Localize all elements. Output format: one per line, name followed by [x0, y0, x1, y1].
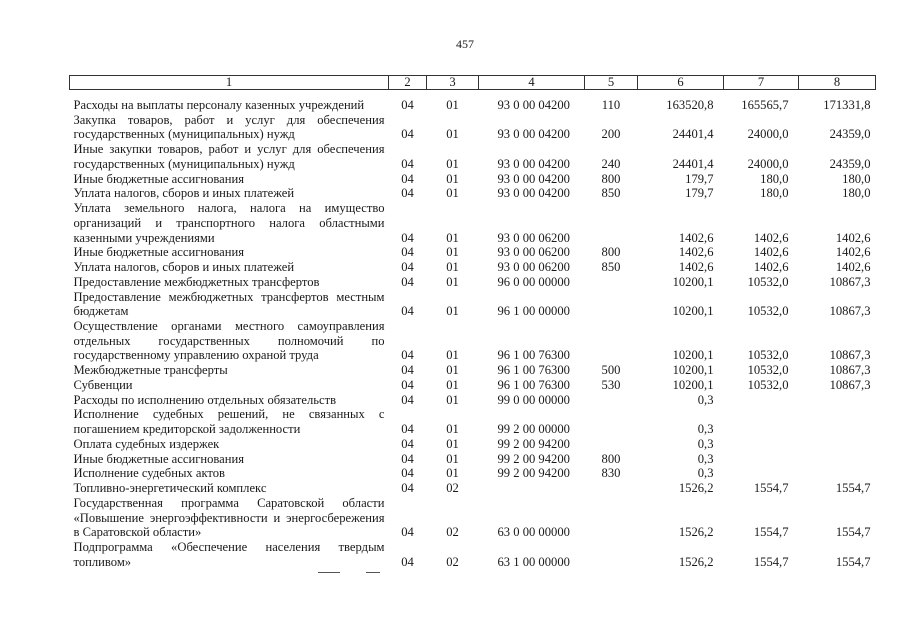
- amount-year-2: 10532,0: [747, 304, 789, 319]
- target-article-code: 96 1 00 00000: [497, 304, 570, 319]
- scan-mark: [318, 572, 340, 573]
- table-row: [70, 452, 876, 467]
- table-row: [70, 90, 876, 113]
- table-row: [70, 378, 876, 393]
- amount-year-3: 24359,0: [829, 156, 871, 171]
- expense-type-code: 800: [601, 171, 621, 186]
- target-article-code: 93 0 00 04200: [497, 171, 570, 186]
- amount-year-2: 10532,0: [747, 363, 789, 378]
- amount-year-3: 171331,8: [823, 98, 871, 112]
- column-header: 3: [427, 76, 479, 90]
- amount-year-3: 180,0: [842, 171, 871, 186]
- amount-year-3: 10867,3: [829, 363, 871, 378]
- row-description: Государственная программа Саратовской области «Повышение энергоэффективности и энергосбережения в Саратовской области»: [73, 495, 385, 540]
- amount-year-2: 10532,0: [747, 348, 789, 363]
- subsection-code: 02: [446, 554, 459, 569]
- amount-year-2: 24000,0: [747, 156, 789, 171]
- expense-type-code: 850: [601, 186, 621, 201]
- section-code: 04: [401, 245, 414, 260]
- target-article-code: 96 0 00 00000: [497, 274, 570, 289]
- table-row: [70, 245, 876, 260]
- target-article-code: 93 0 00 04200: [497, 127, 570, 142]
- row-description: Иные бюджетные ассигнования: [73, 171, 245, 186]
- column-header: 6: [638, 76, 724, 90]
- amount-year-1: 10200,1: [672, 363, 714, 378]
- amount-year-3: 1554,7: [835, 554, 871, 569]
- subsection-code: 01: [446, 422, 459, 437]
- amount-year-1: 1526,2: [678, 481, 714, 496]
- column-header: 5: [585, 76, 638, 90]
- section-code: 04: [401, 98, 414, 112]
- table-row: [70, 437, 876, 452]
- amount-year-3: [799, 452, 876, 467]
- amount-year-2: [724, 452, 799, 467]
- expense-type-code: [585, 393, 638, 408]
- target-article-code: 93 0 00 06200: [497, 260, 570, 275]
- row-description: Иные бюджетные ассигнования: [73, 245, 245, 260]
- subsection-code: 01: [446, 348, 459, 363]
- amount-year-1: 24401,4: [672, 127, 714, 142]
- section-code: 04: [401, 230, 414, 245]
- column-header: 8: [799, 76, 876, 90]
- expense-type-code: [585, 201, 638, 245]
- amount-year-2: [724, 407, 799, 436]
- subsection-code: 01: [446, 363, 459, 378]
- row-description: Уплата налогов, сборов и иных платежей: [73, 186, 295, 201]
- row-description: Уплата налогов, сборов и иных платежей: [73, 260, 295, 275]
- subsection-code: 01: [446, 466, 459, 481]
- amount-year-1: 10200,1: [672, 348, 714, 363]
- amount-year-1: 179,7: [685, 186, 714, 201]
- target-article-code: 63 0 00 00000: [497, 525, 570, 540]
- table-row: [70, 393, 876, 408]
- expense-type-code: [585, 496, 638, 540]
- section-code: 04: [401, 481, 414, 496]
- column-header: 1: [70, 76, 389, 90]
- expense-type-code: 850: [601, 260, 621, 275]
- row-description: Уплата земельного налога, налога на имущество организаций и транспортного налога областными казенными учреждениями: [73, 201, 385, 245]
- expense-type-code: 530: [601, 377, 621, 392]
- section-code: 04: [401, 186, 414, 201]
- amount-year-1: 10200,1: [672, 304, 714, 319]
- column-number-header-row: [70, 76, 876, 90]
- amount-year-1: 0,3: [697, 466, 714, 481]
- subsection-code: 01: [446, 436, 459, 451]
- amount-year-3: 10867,3: [829, 377, 871, 392]
- expense-type-code: [585, 540, 638, 569]
- subsection-code: 01: [446, 274, 459, 289]
- subsection-code: 01: [446, 230, 459, 245]
- amount-year-2: 180,0: [760, 186, 789, 201]
- section-code: 04: [401, 422, 414, 437]
- target-article-code: 99 0 00 00000: [497, 392, 570, 407]
- column-header: 7: [724, 76, 799, 90]
- amount-year-1: 1402,6: [678, 245, 714, 260]
- amount-year-1: 0,3: [697, 392, 714, 407]
- target-article-code: 96 1 00 76300: [497, 377, 570, 392]
- subsection-code: 01: [446, 156, 459, 171]
- amount-year-2: 10532,0: [747, 274, 789, 289]
- row-description: Осуществление органами местного самоуправления отдельных государственных полномочий по государственному управлению охраной труда: [73, 319, 385, 363]
- amount-year-3: [799, 466, 876, 481]
- table-row: [70, 172, 876, 187]
- section-code: 04: [401, 525, 414, 540]
- table-row: [70, 466, 876, 481]
- amount-year-1: 0,3: [697, 436, 714, 451]
- amount-year-1: 1526,2: [678, 525, 714, 540]
- amount-year-2: 165565,7: [741, 98, 789, 112]
- amount-year-2: 1402,6: [753, 230, 789, 245]
- table-row: [70, 142, 876, 171]
- amount-year-3: 1402,6: [835, 245, 871, 260]
- amount-year-3: 10867,3: [829, 348, 871, 363]
- section-code: 04: [401, 451, 414, 466]
- table-row: [70, 319, 876, 363]
- amount-year-1: 1526,2: [678, 554, 714, 569]
- amount-year-1: 24401,4: [672, 156, 714, 171]
- amount-year-3: [799, 393, 876, 408]
- row-description: Предоставление межбюджетных трансфертов местным бюджетам: [73, 289, 385, 319]
- amount-year-3: 180,0: [842, 186, 871, 201]
- table-row: [70, 113, 876, 142]
- amount-year-1: 163520,8: [666, 98, 714, 112]
- page-number: 457: [456, 37, 474, 51]
- target-article-code: 99 2 00 94200: [497, 436, 570, 451]
- amount-year-2: 1402,6: [753, 245, 789, 260]
- amount-year-3: 1554,7: [835, 525, 871, 540]
- subsection-code: 01: [446, 260, 459, 275]
- target-article-code: 93 0 00 06200: [497, 230, 570, 245]
- expense-type-code: [585, 290, 638, 319]
- target-article-code: [479, 481, 585, 496]
- expense-type-code: 110: [601, 98, 621, 112]
- amount-year-1: 10200,1: [672, 377, 714, 392]
- section-code: 04: [401, 171, 414, 186]
- table-row: [70, 260, 876, 275]
- section-code: 04: [401, 127, 414, 142]
- section-code: 04: [401, 348, 414, 363]
- amount-year-2: 1554,7: [753, 525, 789, 540]
- expense-type-code: [585, 481, 638, 496]
- amount-year-1: 179,7: [685, 171, 714, 186]
- section-code: 04: [401, 392, 414, 407]
- expense-type-code: [585, 407, 638, 436]
- row-description: Иные закупки товаров, работ и услуг для обеспечения государственных (муниципальных) нужд: [73, 142, 385, 171]
- expense-type-code: 240: [601, 156, 621, 171]
- subsection-code: 01: [446, 451, 459, 466]
- row-description: Топливно-энергетический комплекс: [73, 481, 267, 496]
- target-article-code: 99 2 00 94200: [497, 466, 570, 481]
- expense-type-code: [585, 275, 638, 290]
- scan-mark: [366, 572, 380, 573]
- subsection-code: 01: [446, 171, 459, 186]
- table-row: [70, 201, 876, 245]
- row-description: Закупка товаров, работ и услуг для обеспечения государственных (муниципальных) нужд: [73, 112, 385, 142]
- expense-type-code: 800: [601, 245, 621, 260]
- expense-type-code: [585, 437, 638, 452]
- row-description: Межбюджетные трансферты: [73, 363, 228, 378]
- section-code: 04: [401, 436, 414, 451]
- section-code: 04: [401, 377, 414, 392]
- subsection-code: 02: [446, 525, 459, 540]
- amount-year-2: 1554,7: [753, 554, 789, 569]
- subsection-code: 01: [446, 245, 459, 260]
- table-row: [70, 540, 876, 569]
- expense-type-code: 800: [601, 451, 621, 466]
- row-description: Субвенции: [73, 377, 133, 392]
- subsection-code: 01: [446, 304, 459, 319]
- amount-year-1: 1402,6: [678, 230, 714, 245]
- row-description: Предоставление межбюджетных трансфертов: [73, 274, 320, 289]
- table-row: [70, 407, 876, 436]
- budget-table: [69, 75, 876, 570]
- row-description: Подпрограмма «Обеспечение населения твердым топливом»: [73, 540, 385, 569]
- amount-year-1: 0,3: [697, 451, 714, 466]
- expense-type-code: 500: [601, 363, 621, 378]
- target-article-code: 93 0 00 04200: [497, 156, 570, 171]
- table-row: [70, 363, 876, 378]
- target-article-code: 93 0 00 04200: [497, 186, 570, 201]
- column-header: 4: [479, 76, 585, 90]
- amount-year-2: 10532,0: [747, 377, 789, 392]
- amount-year-1: 10200,1: [672, 274, 714, 289]
- table-row: [70, 290, 876, 319]
- column-header: 2: [389, 76, 427, 90]
- section-code: 04: [401, 260, 414, 275]
- amount-year-3: 1554,7: [835, 481, 871, 496]
- amount-year-2: [724, 466, 799, 481]
- row-description: Иные бюджетные ассигнования: [73, 451, 245, 466]
- section-code: 04: [401, 466, 414, 481]
- table-row: [70, 186, 876, 201]
- section-code: 04: [401, 363, 414, 378]
- row-description: Оплата судебных издержек: [73, 436, 220, 451]
- target-article-code: 96 1 00 76300: [497, 363, 570, 378]
- row-description: Исполнение судебных актов: [73, 466, 225, 481]
- amount-year-2: 1554,7: [753, 481, 789, 496]
- subsection-code: 01: [446, 186, 459, 201]
- subsection-code: 01: [446, 127, 459, 142]
- section-code: 04: [401, 156, 414, 171]
- amount-year-1: 1402,6: [678, 260, 714, 275]
- target-article-code: 99 2 00 00000: [497, 422, 570, 437]
- target-article-code: 99 2 00 94200: [497, 451, 570, 466]
- amount-year-3: [799, 407, 876, 436]
- target-article-code: 93 0 00 06200: [497, 245, 570, 260]
- expense-type-code: [585, 319, 638, 363]
- amount-year-2: 1402,6: [753, 260, 789, 275]
- amount-year-3: [799, 437, 876, 452]
- section-code: 04: [401, 274, 414, 289]
- amount-year-2: 180,0: [760, 171, 789, 186]
- expense-type-code: 200: [601, 127, 621, 142]
- target-article-code: 63 1 00 00000: [497, 554, 570, 569]
- row-description: Расходы на выплаты персоналу казенных учреждений: [73, 98, 365, 112]
- amount-year-3: 1402,6: [835, 260, 871, 275]
- subsection-code: 01: [446, 392, 459, 407]
- amount-year-2: 24000,0: [747, 127, 789, 142]
- table-row: [70, 496, 876, 540]
- subsection-code: 01: [446, 98, 459, 112]
- row-description: Расходы по исполнению отдельных обязательств: [73, 392, 337, 407]
- table-row: [70, 481, 876, 496]
- amount-year-3: 10867,3: [829, 274, 871, 289]
- section-code: 04: [401, 554, 414, 569]
- target-article-code: 96 1 00 76300: [497, 348, 570, 363]
- table-row: [70, 275, 876, 290]
- subsection-code: 01: [446, 377, 459, 392]
- amount-year-2: [724, 437, 799, 452]
- expense-type-code: 830: [601, 466, 621, 481]
- row-description: Исполнение судебных решений, не связанных с погашением кредиторской задолженности: [73, 407, 385, 437]
- amount-year-3: 10867,3: [829, 304, 871, 319]
- section-code: 04: [401, 304, 414, 319]
- subsection-code: 02: [446, 481, 459, 496]
- amount-year-3: 1402,6: [835, 230, 871, 245]
- amount-year-1: 0,3: [697, 422, 714, 437]
- target-article-code: 93 0 00 04200: [497, 98, 570, 112]
- amount-year-3: 24359,0: [829, 127, 871, 142]
- amount-year-2: [724, 393, 799, 408]
